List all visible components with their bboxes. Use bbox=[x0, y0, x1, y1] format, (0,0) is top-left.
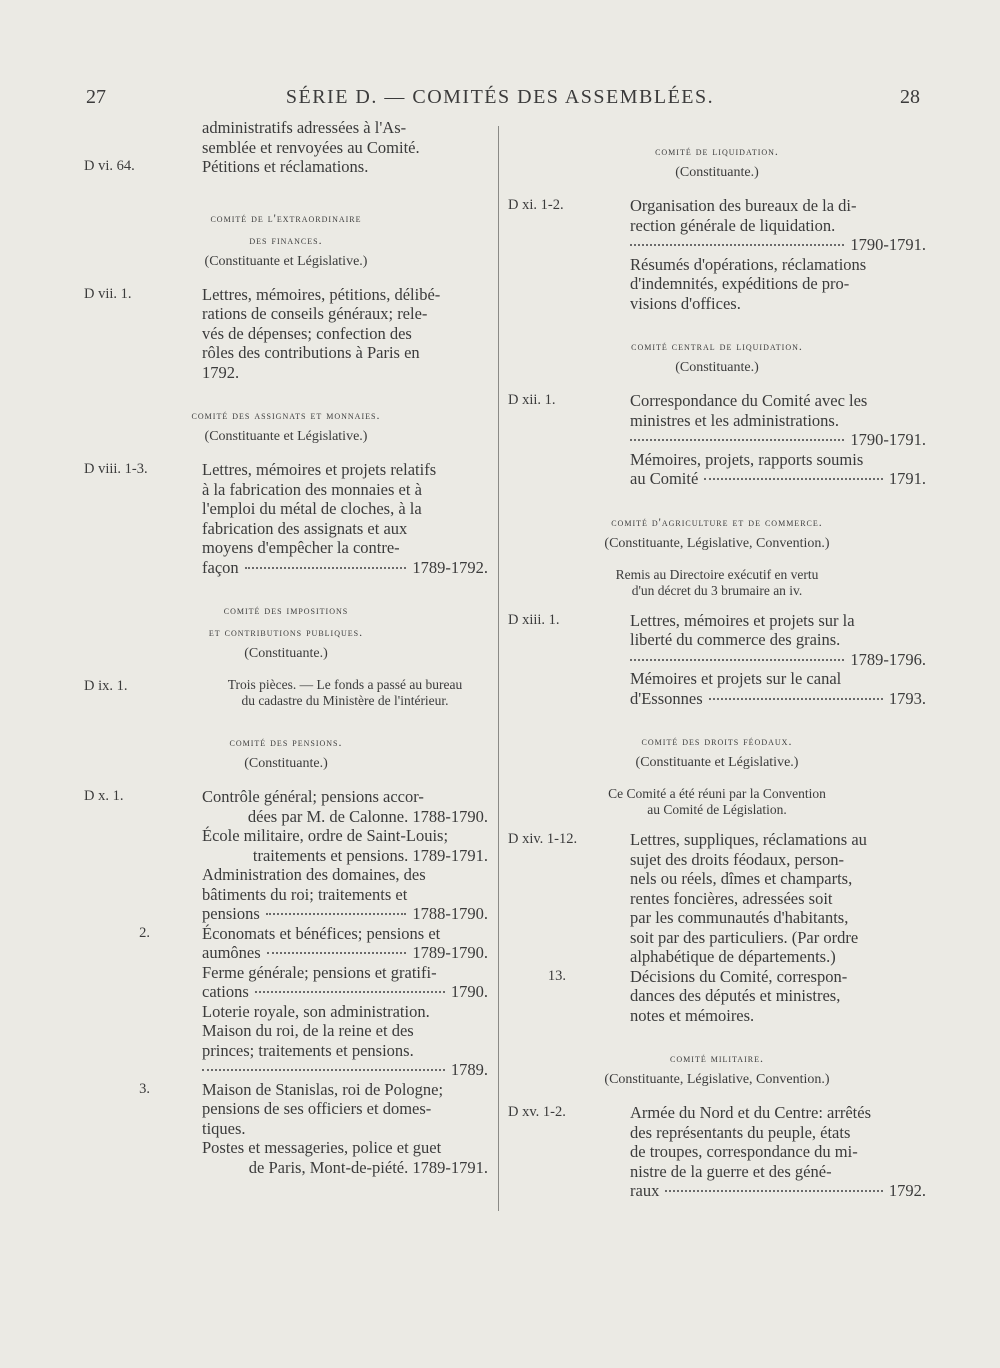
section-heading: des finances. bbox=[249, 232, 323, 247]
section-heading: comité des impositions bbox=[223, 603, 349, 617]
text-line: Administration des domaines, des bbox=[202, 865, 426, 884]
entry-d10-2 bbox=[84, 924, 488, 1080]
date-range: 1789-1790. bbox=[412, 943, 488, 962]
section-subtitle: (Constituante, Législative, Convention.) bbox=[604, 1072, 830, 1087]
page-number-right: 28 bbox=[900, 86, 920, 108]
text-line: dances des députés et ministres, bbox=[630, 986, 841, 1005]
text-line bbox=[202, 1060, 488, 1080]
date-range: 1793. bbox=[888, 688, 926, 708]
text-line: bâtiments du roi; traitements et bbox=[202, 884, 408, 904]
text-line: Mémoires et projets sur le canal bbox=[630, 669, 842, 688]
date-range: 1789-1791. bbox=[412, 845, 488, 865]
text-line: dées par M. de Calonne. 1788-1790. bbox=[247, 806, 488, 826]
text-line: Pétitions et réclamations. bbox=[202, 157, 369, 176]
section-subtitle: (Constituante et Législative.) bbox=[204, 253, 368, 269]
dot-leader bbox=[665, 1189, 883, 1192]
date-range: 1790-1791. bbox=[850, 235, 926, 254]
text-line: rection générale de liquidation. bbox=[630, 215, 836, 235]
text-line: École militaire, ordre de Saint-Louis; bbox=[202, 826, 449, 845]
section-subtitle: (Constituante et Législative.) bbox=[204, 429, 368, 444]
note-line: Remis au Directoire exécutif en vertu bbox=[615, 566, 819, 582]
text-line: à la fabrication des monnaies et à bbox=[202, 479, 422, 499]
text-line: de troupes, correspondance du mi- bbox=[630, 1142, 858, 1161]
note-line: d'un décret du 3 brumaire an iv. bbox=[631, 582, 803, 598]
text-line: semblée et renvoyées au Comité. bbox=[202, 137, 420, 157]
text-line: façon 1789-1792. bbox=[202, 557, 488, 577]
text-line: Lettres, mémoires et projets relatifs bbox=[202, 460, 437, 479]
text-line: rôles des contributions à Paris en bbox=[202, 343, 420, 362]
left-column bbox=[84, 118, 488, 1177]
date-range: 1789-1791. bbox=[412, 1157, 488, 1177]
text-line: traitements et pensions. 1789-1791. bbox=[252, 845, 488, 865]
section-heading: comité des droits féodaux. bbox=[641, 734, 793, 748]
date-range: 1788-1790. bbox=[412, 904, 488, 923]
cote-label: D vii. 1. bbox=[84, 285, 132, 302]
entry-d14-13 bbox=[508, 967, 926, 1026]
section-heading: comité des pensions. bbox=[229, 735, 343, 749]
text-line bbox=[630, 235, 926, 255]
text-line: administratifs adressées à l'As- bbox=[202, 118, 407, 137]
page-number-left: 27 bbox=[86, 86, 106, 108]
note-line: du cadastre du Ministère de l'intérieur. bbox=[241, 693, 449, 708]
cote-label: D xv. 1-2. bbox=[508, 1104, 566, 1120]
cote-label: 2. bbox=[139, 924, 150, 941]
text-line: Contrôle général; pensions accor- bbox=[202, 787, 424, 806]
text-line: Lettres, mémoires, pétitions, délibé- bbox=[202, 284, 441, 304]
text-line: Économats et bénéfices; pensions et bbox=[202, 923, 441, 943]
text-line: Mémoires, projets, rapports soumis bbox=[630, 449, 864, 469]
date-range: 1792. bbox=[888, 1181, 926, 1200]
text-line: notes et mémoires. bbox=[630, 1005, 755, 1025]
dot-leader bbox=[630, 438, 844, 441]
section-subtitle: (Constituante.) bbox=[675, 165, 759, 180]
right-column bbox=[508, 118, 926, 1201]
entry-d9 bbox=[84, 677, 488, 709]
cote-label: D xi. 1-2. bbox=[508, 197, 564, 213]
text-line: Organisation des bureaux de la di- bbox=[630, 196, 857, 215]
text-line: l'emploi du métal de cloches, à la bbox=[202, 499, 422, 518]
dot-leader bbox=[704, 477, 883, 480]
section-subtitle: (Constituante, Législative, Convention.) bbox=[604, 535, 830, 551]
text-line: Postes et messageries, police et guet bbox=[202, 1138, 442, 1157]
text-line: tiques. bbox=[202, 1118, 246, 1138]
entry-d13 bbox=[508, 611, 926, 709]
text-line: raux 1792. bbox=[630, 1181, 926, 1200]
section-heading: comité de l'extraordinaire bbox=[210, 210, 362, 225]
text-line: Ferme générale; pensions et gratifi- bbox=[202, 962, 437, 982]
text-line: Résumés d'opérations, réclamations bbox=[630, 254, 867, 274]
text-line: Décisions du Comité, correspon- bbox=[630, 966, 848, 986]
text-line: soit par des particuliers. (Par ordre bbox=[630, 927, 859, 947]
text-line: 1792. bbox=[202, 362, 240, 382]
section-heading: comité central de liquidation. bbox=[631, 339, 803, 353]
text-line: aumônes 1789-1790. bbox=[202, 943, 488, 962]
text-line: Maison de Stanislas, roi de Pologne; bbox=[202, 1079, 444, 1099]
section-heading: et contributions publiques. bbox=[208, 625, 364, 639]
cote-label: 13. bbox=[547, 967, 566, 984]
date-range: 1789-1796. bbox=[850, 649, 926, 669]
date-range: 1789. bbox=[450, 1060, 488, 1079]
entry-d15 bbox=[508, 1103, 926, 1201]
date-range: 1791. bbox=[888, 469, 926, 488]
dot-leader bbox=[202, 1068, 445, 1071]
date-range: 1788-1790. bbox=[412, 806, 488, 826]
text-line: Correspondance du Comité avec les bbox=[630, 391, 868, 410]
cote-label: 3. bbox=[139, 1080, 150, 1097]
text-line: cations 1790. bbox=[202, 982, 488, 1001]
text-line: fabrication des assignats et aux bbox=[202, 518, 408, 538]
section-subtitle: (Constituante et Législative.) bbox=[635, 755, 799, 770]
text-line: rations de conseils généraux; rele- bbox=[202, 304, 428, 323]
text-line: pensions 1788-1790. bbox=[202, 904, 488, 923]
dot-leader bbox=[245, 566, 407, 569]
column-divider bbox=[498, 126, 499, 1211]
dot-leader bbox=[267, 951, 407, 954]
entry-d14-1-12 bbox=[508, 830, 926, 967]
text-line: ministres et les administrations. bbox=[630, 410, 839, 430]
text-line: par les communautés d'habitants, bbox=[630, 908, 849, 927]
text-line: Lettres, mémoires et projets sur la bbox=[630, 610, 855, 630]
section-subtitle: (Constituante.) bbox=[675, 360, 759, 375]
dot-leader bbox=[266, 912, 407, 915]
note-line: au Comité de Législation. bbox=[647, 802, 787, 817]
text-line bbox=[630, 430, 926, 450]
text-line: princes; traitements et pensions. bbox=[202, 1040, 414, 1060]
text-line: rentes foncières, adressées soit bbox=[630, 888, 833, 908]
text-line: d'Essonnes 1793. bbox=[630, 688, 926, 708]
text-line: sujet des droits féodaux, person- bbox=[630, 849, 844, 869]
date-range: 1790-1791. bbox=[850, 430, 926, 449]
text-line: liberté du commerce des grains. bbox=[630, 630, 841, 649]
cote-label: D x. 1. bbox=[84, 788, 124, 804]
dot-leader bbox=[630, 243, 844, 246]
date-range: 1789-1792. bbox=[412, 557, 488, 577]
note-line: Trois pièces. — Le fonds a passé au bureau bbox=[227, 677, 463, 692]
entry-d7 bbox=[84, 285, 488, 383]
entry-d6 bbox=[84, 157, 488, 177]
section-heading: comité d'agriculture et de commerce. bbox=[611, 514, 823, 529]
cote-label: D viii. 1-3. bbox=[84, 461, 148, 477]
text-line: pensions de ses officiers et domes- bbox=[202, 1099, 432, 1118]
section-subtitle: (Constituante.) bbox=[244, 646, 328, 661]
cote-label: D ix. 1. bbox=[84, 678, 128, 694]
note-line: Ce Comité a été réuni par la Convention bbox=[608, 786, 826, 801]
text-line: de Paris, Mont-de-piété. 1789-1791. bbox=[248, 1157, 488, 1177]
text-line: nistre de la guerre et des géné- bbox=[630, 1161, 832, 1181]
text-line: nels ou réels, dîmes et champarts, bbox=[630, 869, 853, 888]
text-line: Maison du roi, de la reine et des bbox=[202, 1021, 414, 1040]
cote-label: D xii. 1. bbox=[508, 392, 556, 408]
text-line: d'indemnités, expéditions de pro- bbox=[630, 274, 850, 293]
dot-leader bbox=[630, 658, 844, 661]
entry-intro bbox=[84, 118, 488, 157]
entry-d12 bbox=[508, 391, 926, 489]
entry-d11 bbox=[508, 196, 926, 313]
section-heading: comité des assignats et monnaies. bbox=[191, 408, 381, 422]
cote-label: D vi. 64. bbox=[84, 158, 135, 174]
date-range: 1790. bbox=[450, 982, 488, 1001]
dot-leader bbox=[255, 990, 445, 993]
running-title: SÉRIE D. — COMITÉS DES ASSEMBLÉES. bbox=[285, 86, 715, 108]
entry-d8 bbox=[84, 460, 488, 577]
text-line: Loterie royale, son administration. bbox=[202, 1001, 430, 1021]
text-line bbox=[630, 650, 926, 670]
cote-label: D xiv. 1-12. bbox=[508, 831, 578, 847]
text-line: visions d'offices. bbox=[630, 293, 741, 313]
cote-label: D xiii. 1. bbox=[508, 611, 560, 628]
text-line: Armée du Nord et du Centre: arrêtés bbox=[630, 1103, 871, 1122]
section-subtitle: (Constituante.) bbox=[244, 756, 328, 771]
entry-d10-1 bbox=[84, 787, 488, 924]
entry-d10-3 bbox=[84, 1080, 488, 1178]
text-line: vés de dépenses; confection des bbox=[202, 323, 412, 343]
section-heading: comité militaire. bbox=[670, 1051, 764, 1065]
section-heading: comité de liquidation. bbox=[655, 144, 779, 158]
text-line: moyens d'empêcher la contre- bbox=[202, 538, 400, 557]
text-line: Lettres, suppliques, réclamations au bbox=[630, 830, 867, 849]
text-line: au Comité 1791. bbox=[630, 469, 926, 488]
text-line: des représentants du peuple, états bbox=[630, 1122, 851, 1142]
text-line: alphabétique de départements.) bbox=[630, 947, 836, 966]
dot-leader bbox=[709, 697, 883, 700]
